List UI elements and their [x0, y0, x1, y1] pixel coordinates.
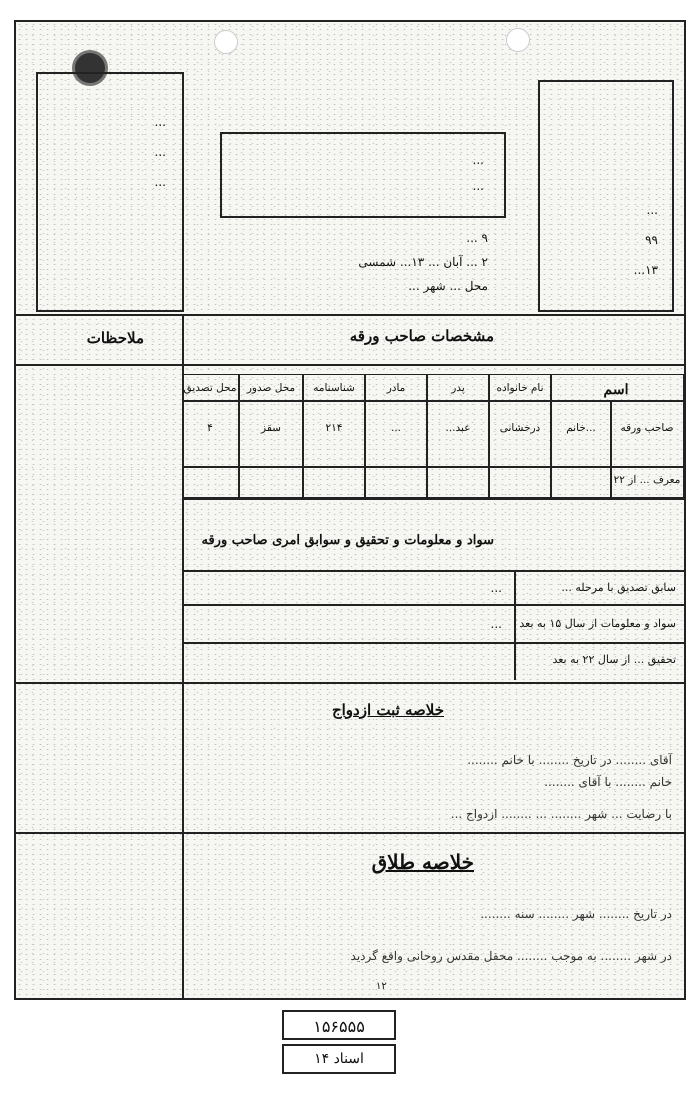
header-right-box: [538, 80, 674, 312]
header-right-line: ۱۳...: [633, 263, 658, 277]
rule: [182, 570, 684, 572]
cell: عبد...: [445, 422, 471, 434]
col-header: محل تصدیق: [183, 382, 237, 394]
table-rule: [182, 400, 684, 402]
rule: [16, 364, 684, 366]
serial-stamp: [282, 1010, 396, 1040]
archive-label: اسناد ۱۴: [314, 1051, 364, 1067]
rule: [16, 314, 684, 316]
rule: [16, 682, 684, 684]
header-left-line: ...: [154, 115, 166, 129]
marriage-line: آقای ........ در تاریخ ........ با خانم ........: [467, 753, 672, 767]
header-detail-line: محل ... شهر ...: [408, 279, 488, 293]
rule: [182, 642, 684, 644]
cell: ۴: [207, 422, 213, 434]
header-detail-line: ۹ ...: [466, 231, 488, 245]
col-header: اسم: [603, 382, 629, 398]
education-row-label: سابق تصدیق با مرحله ...: [561, 581, 676, 594]
cell: ...خانم: [566, 422, 596, 434]
header-center-line: ...: [472, 153, 484, 167]
divorce-line: در تاریخ ........ شهر ........ سنه ........: [480, 907, 672, 921]
punch-hole: [506, 28, 530, 52]
marriage-line: خانم ........ با آقای ........: [544, 775, 672, 789]
divorce-line: در شهر ........ به موجب ........ محفل مقدس روحانی واقع گردید: [350, 949, 672, 963]
header-right-line: ۹۹: [645, 233, 658, 247]
header-left-line: ...: [154, 175, 166, 189]
header-center-line: ...: [472, 179, 484, 193]
header-center-box: [220, 132, 506, 218]
header-left-box: [36, 72, 184, 312]
page-marker: ۱۲: [376, 981, 387, 992]
education-row-label: سواد و معلومات از سال ۱۵ به بعد: [519, 617, 676, 630]
header-detail-line: ۲ ... آبان ... ۱۳... شمسی: [358, 255, 488, 269]
col-header: محل صدور: [246, 382, 296, 394]
archive-stamp: [282, 1044, 396, 1074]
cell: ...: [390, 422, 401, 434]
document-page: [14, 20, 686, 1000]
rule: [182, 604, 684, 606]
rule: [182, 498, 684, 500]
education-title: سواد و معلومات و تحقیق و سوابق امری صاحب ورقه: [201, 533, 494, 548]
cell: درخشانی: [499, 422, 541, 434]
serial-number: ۱۵۶۵۵۵: [313, 1017, 365, 1036]
cell: سقز: [261, 422, 281, 434]
education-row-value: ...: [490, 581, 502, 595]
cell: ۲۱۴: [325, 422, 343, 434]
header-right-line: ...: [646, 203, 658, 217]
row-label: صاحب ورقه: [620, 422, 674, 434]
education-row-value: ...: [490, 617, 502, 631]
col-header: نام خانواده: [496, 382, 544, 394]
col-header: پدر: [451, 382, 465, 394]
table-col: [514, 570, 516, 680]
owner-section-title: مشخصات صاحب ورقه: [349, 327, 494, 345]
row-label: معرف ... از ۲۲: [613, 474, 681, 486]
marriage-title: خلاصه ثبت ازدواج: [331, 701, 444, 719]
table-rule: [182, 466, 684, 468]
punch-hole: [214, 30, 238, 54]
education-row-label: تحقیق ... از سال ۲۲ به بعد: [552, 653, 676, 666]
table-col: [550, 374, 552, 498]
col-header: شناسنامه: [313, 382, 355, 394]
col-header: مادر: [386, 382, 406, 394]
header-left-line: ...: [154, 145, 166, 159]
divorce-title: خلاصه طلاق: [371, 850, 474, 874]
rule: [16, 832, 684, 834]
marriage-line: با رضایت ... شهر ........ ... ........ ازدواج ...: [450, 807, 672, 821]
remarks-label: ملاحظات: [86, 329, 144, 347]
